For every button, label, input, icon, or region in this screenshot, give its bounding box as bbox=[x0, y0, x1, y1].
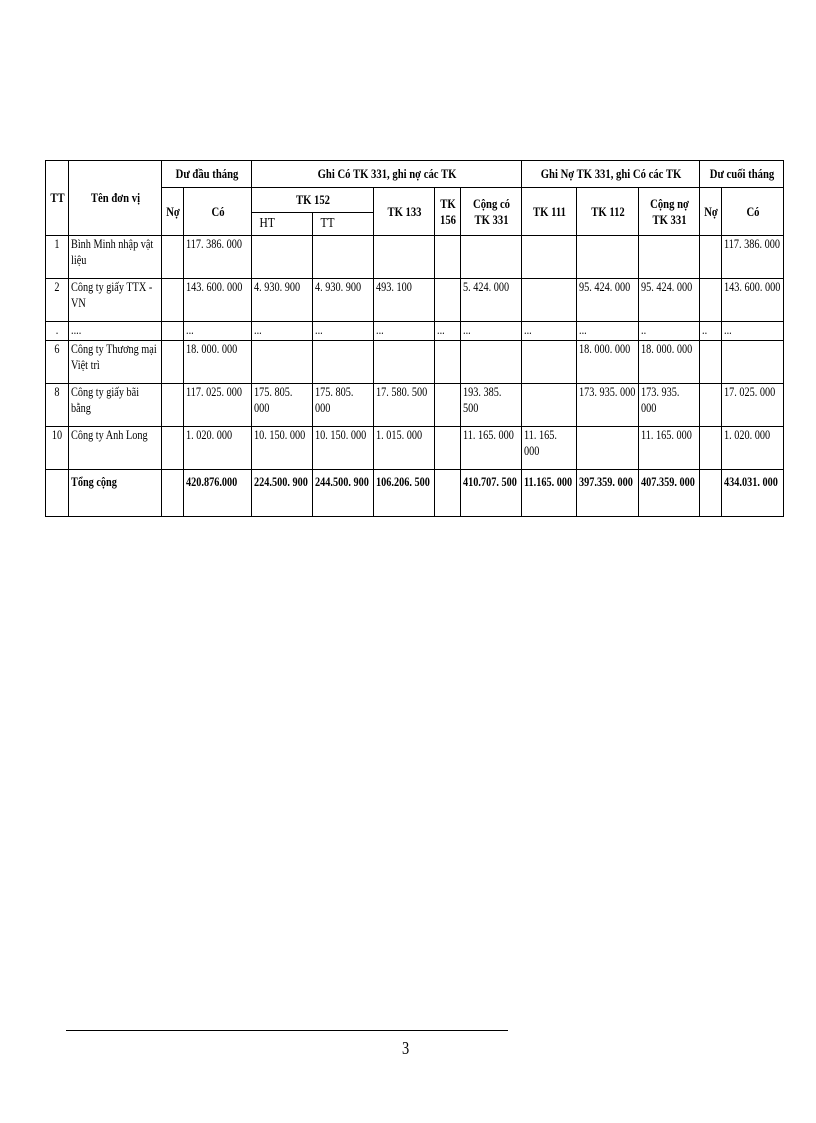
row-unit: .... bbox=[69, 322, 162, 341]
row-cong-no: 11. 165. 000 bbox=[639, 427, 700, 470]
row-tk133: 1. 015. 000 bbox=[374, 427, 435, 470]
header-opening-co: Có bbox=[190, 188, 246, 236]
total-ht: 224.500. 900 bbox=[252, 470, 313, 517]
row-end-co bbox=[722, 341, 784, 384]
row-end-co: ... bbox=[722, 322, 784, 341]
header-closing-balance: Dư cuối tháng bbox=[707, 161, 776, 188]
table-row bbox=[46, 236, 784, 279]
row-tt: 6 bbox=[46, 341, 69, 384]
row-end-no bbox=[700, 236, 722, 279]
row-ht: 175. 805. 000 bbox=[252, 384, 313, 427]
header-tk152: TK 152 bbox=[262, 188, 362, 213]
total-tt152: 244.500. 900 bbox=[313, 470, 374, 517]
row-open-co: 117. 386. 000 bbox=[184, 236, 252, 279]
header-ht: HT bbox=[257, 213, 307, 236]
row-ht: 10. 150. 000 bbox=[252, 427, 313, 470]
total-row bbox=[46, 470, 784, 517]
row-tk112: 18. 000. 000 bbox=[577, 341, 639, 384]
row-open-co: 143. 600. 000 bbox=[184, 279, 252, 322]
header-tk133: TK 133 bbox=[379, 188, 429, 236]
row-tk156 bbox=[435, 236, 461, 279]
row-cong-co: ... bbox=[461, 322, 522, 341]
header-closing-no: Nợ bbox=[702, 188, 720, 236]
total-tk111: 11.165. 000 bbox=[522, 470, 577, 517]
row-cong-no: 95. 424. 000 bbox=[639, 279, 700, 322]
row-cong-co bbox=[461, 236, 522, 279]
row-open-no bbox=[162, 341, 184, 384]
row-end-no bbox=[700, 427, 722, 470]
row-ht: 4. 930. 900 bbox=[252, 279, 313, 322]
header-closing-co: Có bbox=[727, 188, 778, 236]
row-open-no bbox=[162, 384, 184, 427]
table-row bbox=[46, 322, 784, 341]
row-end-co: 1. 020. 000 bbox=[722, 427, 784, 470]
row-open-no bbox=[162, 322, 184, 341]
row-open-co: ... bbox=[184, 322, 252, 341]
total-open-no bbox=[162, 470, 184, 517]
total-tk112: 397.359. 000 bbox=[577, 470, 639, 517]
row-open-co: 1. 020. 000 bbox=[184, 427, 252, 470]
table-row bbox=[46, 384, 784, 427]
row-tt: . bbox=[46, 322, 69, 341]
table-row bbox=[46, 427, 784, 470]
header-opening-no: Nợ bbox=[163, 188, 181, 236]
row-tk112: ... bbox=[577, 322, 639, 341]
row-tt: 8 bbox=[46, 384, 69, 427]
header-unit: Tên đơn vị bbox=[77, 161, 153, 236]
row-cong-co bbox=[461, 341, 522, 384]
row-unit: Bình Minh nhập vật liệu bbox=[69, 236, 162, 279]
ledger-table bbox=[45, 160, 784, 517]
table-row bbox=[46, 341, 784, 384]
row-tk133: 493. 100 bbox=[374, 279, 435, 322]
row-tk156: ... bbox=[435, 322, 461, 341]
row-open-co: 18. 000. 000 bbox=[184, 341, 252, 384]
total-tk156 bbox=[435, 470, 461, 517]
row-ht bbox=[252, 236, 313, 279]
row-tk111 bbox=[522, 236, 577, 279]
row-tk112: 173. 935. 000 bbox=[577, 384, 639, 427]
row-ht: ... bbox=[252, 322, 313, 341]
row-tk156 bbox=[435, 279, 461, 322]
header-opening-balance: Dư đầu tháng bbox=[170, 161, 244, 188]
row-unit: Công ty Anh Long bbox=[69, 427, 162, 470]
row-open-co: 117. 025. 000 bbox=[184, 384, 252, 427]
row-tk112 bbox=[577, 427, 639, 470]
row-unit: Công ty Thương mại Việt trì bbox=[69, 341, 162, 384]
total-cong-no: 407.359. 000 bbox=[639, 470, 700, 517]
row-tt152 bbox=[313, 236, 374, 279]
row-tk112 bbox=[577, 236, 639, 279]
row-cong-co: 11. 165. 000 bbox=[461, 427, 522, 470]
row-tt152: 10. 150. 000 bbox=[313, 427, 374, 470]
footer-rule bbox=[66, 1030, 508, 1031]
row-cong-no bbox=[639, 236, 700, 279]
row-tk133: ... bbox=[374, 322, 435, 341]
row-end-no bbox=[700, 279, 722, 322]
row-open-no bbox=[162, 279, 184, 322]
row-tk133 bbox=[374, 341, 435, 384]
total-end-no bbox=[700, 470, 722, 517]
row-open-no bbox=[162, 236, 184, 279]
row-tk133 bbox=[374, 236, 435, 279]
row-end-co: 143. 600. 000 bbox=[722, 279, 784, 322]
header-cong-co-331: Cộng có TK 331 bbox=[466, 188, 516, 236]
total-label: Tổng cộng bbox=[69, 470, 162, 517]
row-tt: 1 bbox=[46, 236, 69, 279]
row-tt152: ... bbox=[313, 322, 374, 341]
row-cong-co: 193. 385. 500 bbox=[461, 384, 522, 427]
row-cong-no: 18. 000. 000 bbox=[639, 341, 700, 384]
row-tk111 bbox=[522, 341, 577, 384]
total-end-co: 434.031. 000 bbox=[722, 470, 784, 517]
header-cong-no-331: Cộng nợ TK 331 bbox=[644, 188, 694, 236]
row-end-no bbox=[700, 341, 722, 384]
header-tk156: TK 156 bbox=[437, 188, 458, 236]
row-tt152 bbox=[313, 341, 374, 384]
row-tk111 bbox=[522, 384, 577, 427]
header-tk112: TK 112 bbox=[582, 188, 633, 236]
row-tt152: 4. 930. 900 bbox=[313, 279, 374, 322]
table-row bbox=[46, 279, 784, 322]
page-number: 3 bbox=[402, 1038, 410, 1058]
row-tt: 2 bbox=[46, 279, 69, 322]
row-open-no bbox=[162, 427, 184, 470]
header-credit-331: Ghi Có TK 331, ghi nợ các TK bbox=[276, 161, 497, 188]
table-header bbox=[46, 161, 784, 236]
row-tt: 10 bbox=[46, 427, 69, 470]
row-cong-no: .. bbox=[639, 322, 700, 341]
total-tk133: 106.206. 500 bbox=[374, 470, 435, 517]
header-debit-331: Ghi Nợ TK 331, ghi Có các TK bbox=[538, 161, 684, 188]
row-ht bbox=[252, 341, 313, 384]
row-tk133: 17. 580. 500 bbox=[374, 384, 435, 427]
header-tt-sub: TT bbox=[318, 213, 368, 236]
row-tk112: 95. 424. 000 bbox=[577, 279, 639, 322]
header-tt: TT bbox=[48, 161, 67, 236]
row-tk111: 11. 165. 000 bbox=[522, 427, 577, 470]
row-unit: Công ty giấy TTX - VN bbox=[69, 279, 162, 322]
header-tk111: TK 111 bbox=[526, 188, 571, 236]
row-cong-co: 5. 424. 000 bbox=[461, 279, 522, 322]
row-tk111: ... bbox=[522, 322, 577, 341]
table-body bbox=[46, 236, 784, 517]
row-tk156 bbox=[435, 384, 461, 427]
total-tt bbox=[46, 470, 69, 517]
row-cong-no: 173. 935. 000 bbox=[639, 384, 700, 427]
row-end-co: 117. 386. 000 bbox=[722, 236, 784, 279]
row-end-no: .. bbox=[700, 322, 722, 341]
total-open-co: 420.876.000 bbox=[184, 470, 252, 517]
row-tt152: 175. 805. 000 bbox=[313, 384, 374, 427]
row-unit: Công ty giấy bãi bằng bbox=[69, 384, 162, 427]
total-cong-co: 410.707. 500 bbox=[461, 470, 522, 517]
row-tk111 bbox=[522, 279, 577, 322]
row-end-co: 17. 025. 000 bbox=[722, 384, 784, 427]
row-tk156 bbox=[435, 341, 461, 384]
row-end-no bbox=[700, 384, 722, 427]
row-tk156 bbox=[435, 427, 461, 470]
